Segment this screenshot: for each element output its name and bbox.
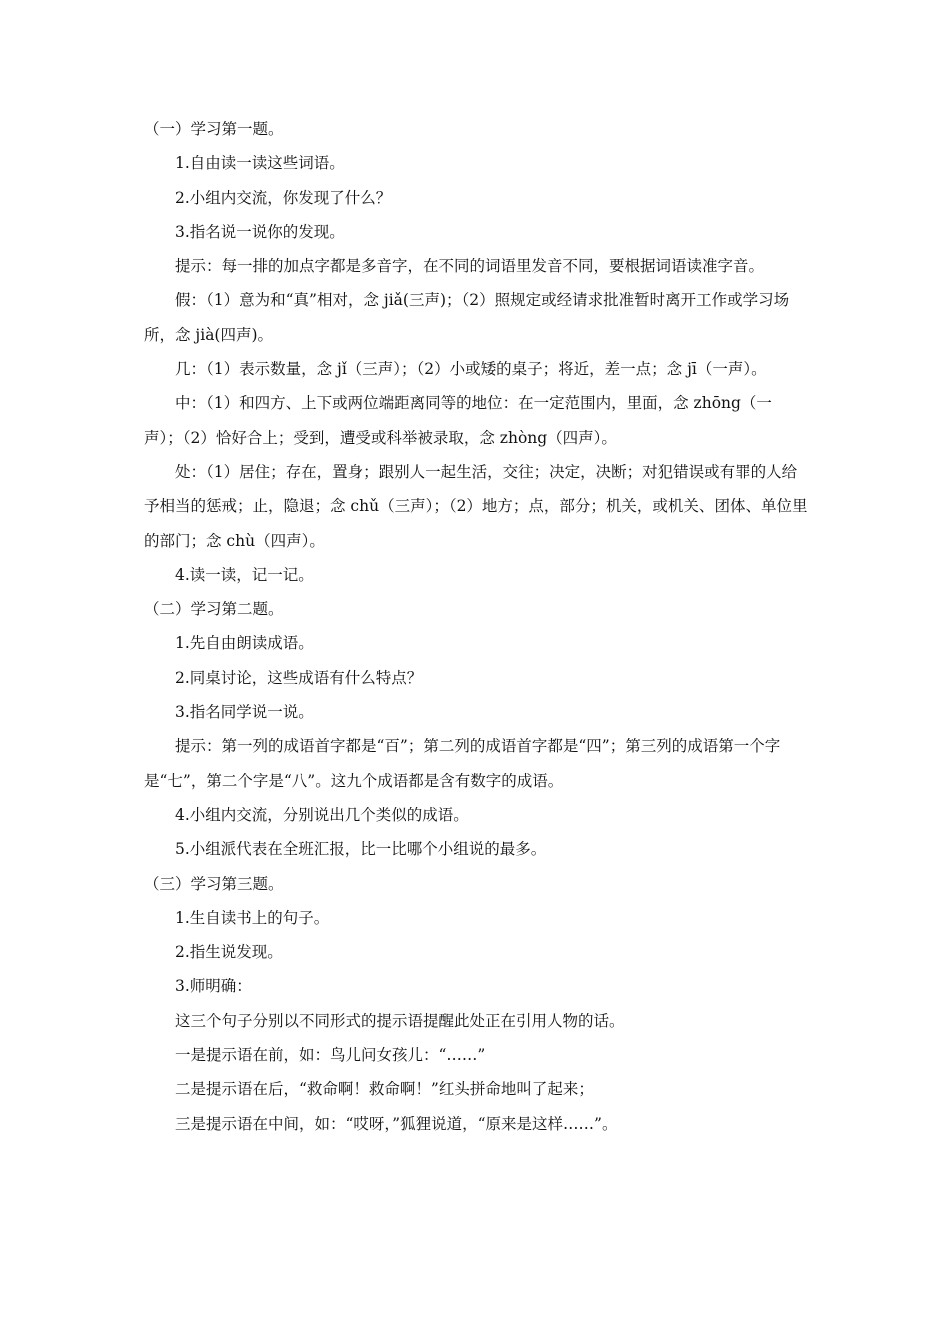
pronunciation-ji: 几：（1）表示数量，念 jǐ（三声）；（2）小或矮的桌子；将近，差一点；念 jī（一声）。 [175, 360, 767, 379]
paragraph: 1.先自由朗读成语。 [175, 634, 314, 653]
pronunciation-jia: 假：（1）意为和“真”相对，念 jiǎ(三声)；（2）照规定或经请求批准暂时离开工作或学习场所，念 jià(四声)。 [144, 291, 790, 344]
section-heading: （二）学习第二题。 [144, 600, 284, 619]
section-heading: （一）学习第一题。 [144, 120, 284, 138]
paragraph: 1.生自读书上的句子。 [175, 908, 330, 927]
hint-paragraph: 提示：第一列的成语首字都是“百”；第二列的成语首字都是“四”；第三列的成语第一个字是“七”，第二个字是“八”。这九个成语都是含有数字的成语。 [144, 737, 781, 790]
paragraph: 2.同桌讨论，这些成语有什么特点？ [175, 668, 423, 687]
example-paragraph: 三是提示语在中间，如：“哎呀，”狐狸说道，“原来是这样……”。 [175, 1114, 618, 1133]
example-paragraph: 二是提示语在后，“救命啊！救命啊！”红头拼命地叫了起来； [175, 1080, 594, 1099]
paragraph: 2.指生说发现。 [175, 943, 283, 962]
pronunciation-chu: 处：（1）居住；存在，置身；跟别人一起生活，交往；决定，决断；对犯错误或有罪的人给予相当的惩戒；止，隐退；念 chǔ（三声）；（2）地方；点，部分；机关，或机关、团体、单位里的部门；念 chù（四声）。 [144, 462, 808, 550]
paragraph: 3.指名说一说你的发现。 [175, 222, 345, 241]
paragraph: 这三个句子分别以不同形式的提示语提醒此处正在引用人物的话。 [175, 1011, 625, 1030]
paragraph: 3.指名同学说一说。 [175, 703, 314, 722]
document-page [144, 112, 808, 1141]
example-paragraph: 一是提示语在前，如：鸟儿问女孩儿：“……” [175, 1046, 486, 1065]
paragraph: 4.读一读，记一记。 [175, 565, 314, 584]
hint-paragraph: 提示：每一排的加点字都是多音字，在不同的词语里发音不同，要根据词语读准字音。 [175, 257, 765, 276]
paragraph: 5.小组派代表在全班汇报，比一比哪个小组说的最多。 [175, 840, 547, 859]
paragraph: 2.小组内交流，你发现了什么？ [175, 188, 392, 207]
paragraph: 3.师明确： [175, 977, 252, 996]
pronunciation-zhong: 中：（1）和四方、上下或两位端距离同等的地位：在一定范围内，里面，念 zhōng（一声）；（2）恰好合上；受到，遭受或科举被录取，念 zhòng（四声）。 [144, 394, 772, 447]
paragraph: 1.自由读一读这些词语。 [175, 154, 345, 173]
paragraph: 4.小组内交流，分别说出几个类似的成语。 [175, 805, 469, 824]
section-heading: （三）学习第三题。 [144, 874, 284, 893]
